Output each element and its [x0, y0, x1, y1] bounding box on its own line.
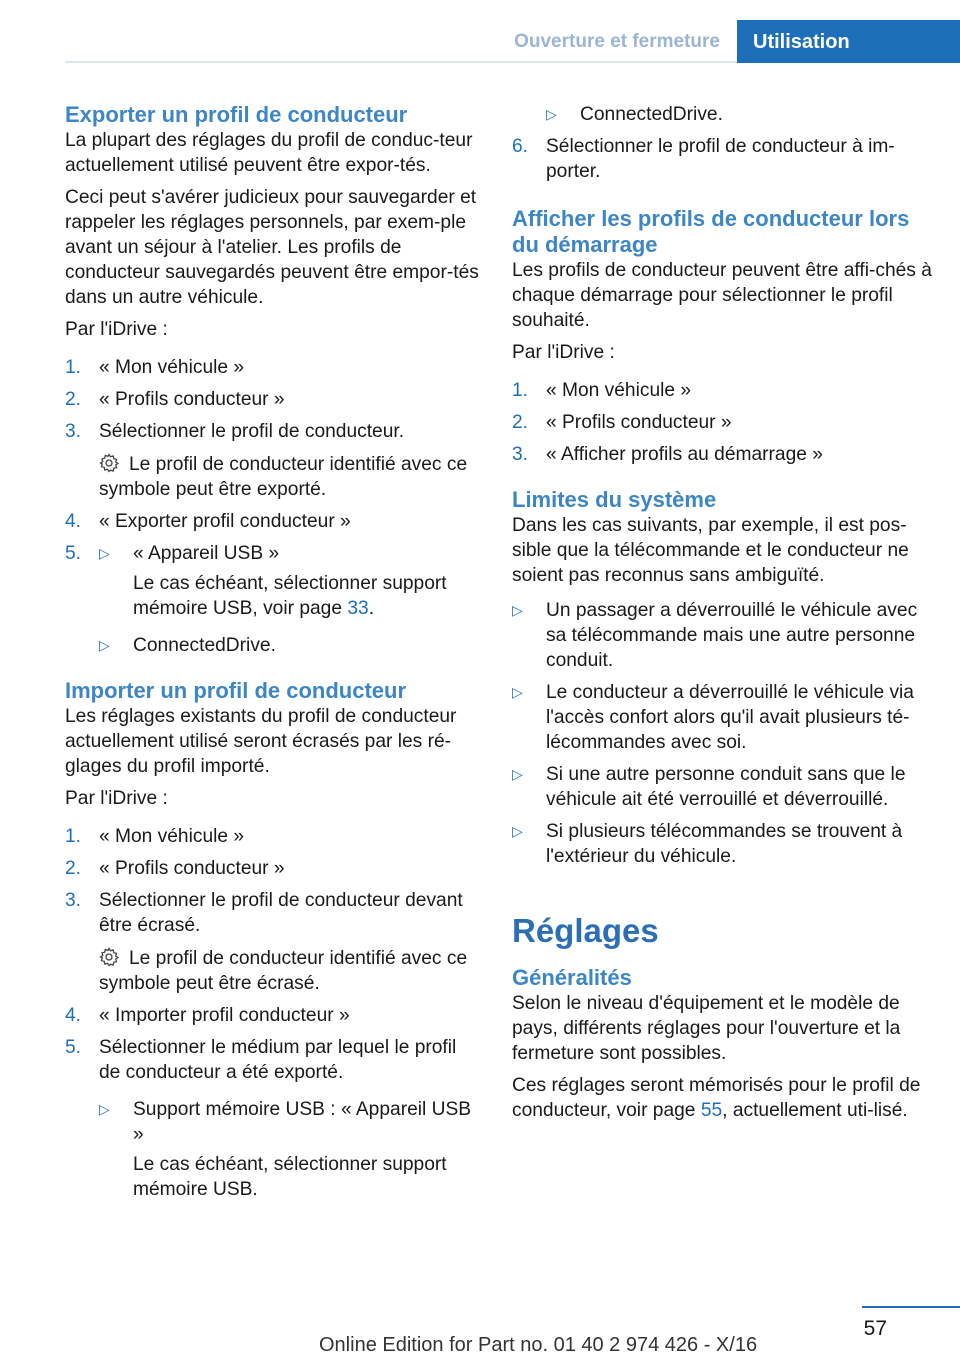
import-para-1: Les réglages existants du profil de conducteur actuellement utilisé seront écrasés par les ré-glages du profil importé.: [65, 706, 457, 777]
list-item: [65, 888, 480, 996]
step-number: 5.: [65, 1037, 82, 1058]
usb-note: Le cas échéant, sélectionner support mémoire USB.: [133, 1154, 447, 1200]
footer-rule: [862, 1306, 960, 1308]
footer-edition: Online Edition for Part no. 01 40 2 974 426 - X/16: [319, 1334, 758, 1356]
settings-para-1: Selon le niveau d'équipement et le modèle de pays, différents réglages pour l'ouverture et la fermeture sont possibles.: [512, 993, 901, 1064]
step-number: 3.: [512, 444, 529, 465]
list-item: [65, 419, 480, 502]
list-item: [65, 355, 480, 380]
step-text: Sélectionner le médium par lequel le profil de conducteur a été exporté.: [99, 1037, 457, 1083]
triangle-bullet-icon: ▷: [99, 545, 110, 561]
step-row: [65, 1035, 480, 1085]
header-chapter-tab: [737, 20, 960, 63]
list-item: [512, 378, 932, 403]
list-item: [512, 819, 932, 869]
bullet-item: [546, 102, 932, 127]
para-text: , actuellement uti-lisé.: [722, 1100, 908, 1121]
triangle-bullet-icon: ▷: [512, 766, 523, 782]
triangle-bullet-icon: ▷: [99, 1101, 110, 1117]
triangle-bullet-icon: ▷: [512, 602, 523, 618]
list-item: [65, 856, 480, 881]
step-text: « Afficher profils au démarrage »: [546, 444, 823, 465]
step-text: « Mon véhicule »: [546, 380, 692, 401]
gear-icon: [99, 947, 119, 967]
step-number: 4.: [65, 511, 82, 532]
para-text: Ces réglages seront mémorisés pour le profil de conducteur, voir page: [512, 1075, 921, 1121]
step-text: « Importer profil conducteur »: [99, 1005, 350, 1026]
bullet-item: [99, 1097, 480, 1147]
usb-note: Le cas échéant, sélectionner support mémoire USB, voir page 33.: [133, 573, 447, 619]
step-text: Sélectionner le profil de conducteur à im-porter.: [546, 136, 895, 182]
step-text: Sélectionner le profil de conducteur.: [99, 421, 405, 442]
list-item: [512, 134, 932, 184]
list-item: [65, 1003, 480, 1028]
display-title: Afficher les profils de conducteur lors du démarrage: [512, 206, 910, 257]
list-item: [512, 442, 932, 467]
step-number: 4.: [65, 1005, 82, 1026]
bullet-text: Si plusieurs télécommandes se trouvent à l'extérieur du véhicule.: [546, 821, 903, 867]
limits-title: Limites du système: [512, 487, 717, 512]
header-section: Ouverture et fermeture: [514, 31, 720, 52]
step-number: 2.: [512, 412, 529, 433]
bullet-text: Si une autre personne conduit sans que le véhicule ait été verrouillé et déverrouillé.: [546, 764, 906, 810]
step-number: 6.: [512, 136, 529, 157]
export-note: [99, 452, 480, 502]
triangle-bullet-icon: ▷: [512, 823, 523, 839]
step-text: « Mon véhicule »: [99, 826, 245, 847]
list-item: [512, 598, 932, 673]
list-item: [512, 680, 932, 755]
header-chapter: Utilisation: [753, 31, 850, 53]
triangle-bullet-icon: ▷: [99, 637, 110, 653]
step-text: Sélectionner le profil de conducteur devant être écrasé.: [99, 890, 463, 936]
list-item: [65, 541, 480, 658]
gear-icon: [99, 453, 119, 473]
step-number: 5.: [65, 543, 82, 564]
limits-para: Dans les cas suivants, par exemple, il est pos-sible que la télécommande et le conducteur ne soient pas reconnus sans ambiguïté.: [512, 515, 909, 586]
page-number: 57: [863, 1317, 887, 1340]
bullet-text: Un passager a déverrouillé le véhicule avec sa télécommande mais une autre personne conduit.: [546, 600, 918, 671]
step-number: 1.: [65, 826, 82, 847]
step-text: « Profils conducteur »: [546, 412, 732, 433]
bullet-item: [65, 633, 480, 658]
step-number: 3.: [65, 890, 82, 911]
list-item: [512, 410, 932, 435]
step-number: 1.: [512, 380, 529, 401]
import-title: Importer un profil de conducteur: [65, 678, 407, 703]
export-steps: [65, 355, 480, 658]
list-item: [512, 762, 932, 812]
bullet-item: [65, 541, 480, 566]
note-text: Le profil de conducteur identifié avec ce symbole peut être écrasé.: [99, 948, 468, 994]
step-text: « Exporter profil conducteur »: [99, 511, 351, 532]
list-item: [65, 387, 480, 412]
display-steps: [512, 378, 932, 467]
step-number: 3.: [65, 421, 82, 442]
page-link[interactable]: 33: [347, 598, 369, 619]
step-number: 1.: [65, 357, 82, 378]
bullet-text: ConnectedDrive.: [133, 635, 276, 656]
right-column: [512, 102, 932, 1130]
display-para-2: Par l'iDrive :: [512, 342, 615, 363]
bullet-text: Le conducteur a déverrouillé le véhicule via l'accès confort alors qu'il avait plusieurs té-lécommandes avec soi.: [546, 682, 914, 753]
export-para-3: Par l'iDrive :: [65, 319, 168, 340]
list-item: [65, 509, 480, 534]
list-item: [65, 1035, 480, 1202]
step-text: « Profils conducteur »: [99, 389, 285, 410]
export-para-1: La plupart des réglages du profil de conduc-teur actuellement utilisé peuvent être expor-tés.: [65, 130, 473, 176]
step-text: « Profils conducteur »: [99, 858, 285, 879]
settings-subtitle: Généralités: [512, 965, 632, 990]
bullet-text: « Appareil USB »: [133, 543, 280, 564]
triangle-bullet-icon: ▷: [512, 684, 523, 700]
import-para-2: Par l'iDrive :: [65, 788, 168, 809]
bullet-text: Support mémoire USB : « Appareil USB »: [133, 1099, 472, 1145]
note-text: Le profil de conducteur identifié avec ce symbole peut être exporté.: [99, 454, 468, 500]
import-note: [99, 946, 480, 996]
list-item: [65, 824, 480, 849]
step-number: 2.: [65, 858, 82, 879]
settings-title: Réglages: [512, 912, 659, 949]
export-para-2: Ceci peut s'avérer judicieux pour sauvegarder et rappeler les réglages personnels, par exem-ple avant un séjour à l'atelier. Les profils de conducteur sauvegardés peuvent être empor-tés dans un autre véhicule.: [65, 187, 479, 308]
import-steps: [65, 824, 480, 1202]
export-title: Exporter un profil de conducteur: [65, 102, 408, 127]
limits-bullets: [512, 598, 932, 869]
page-link[interactable]: 55: [700, 1100, 723, 1121]
left-column: [65, 102, 480, 1202]
display-para-1: Les profils de conducteur peuvent être affi-chés à chaque démarrage pour sélectionner le profil souhaité.: [512, 260, 932, 331]
settings-para-2: [512, 1073, 932, 1123]
step-text: « Mon véhicule »: [99, 357, 245, 378]
step-number: 2.: [65, 389, 82, 410]
triangle-bullet-icon: ▷: [546, 106, 557, 122]
note-text: Le cas échéant, sélectionner support mémoire USB, voir page: [133, 573, 447, 619]
bullet-text: ConnectedDrive.: [580, 104, 723, 125]
